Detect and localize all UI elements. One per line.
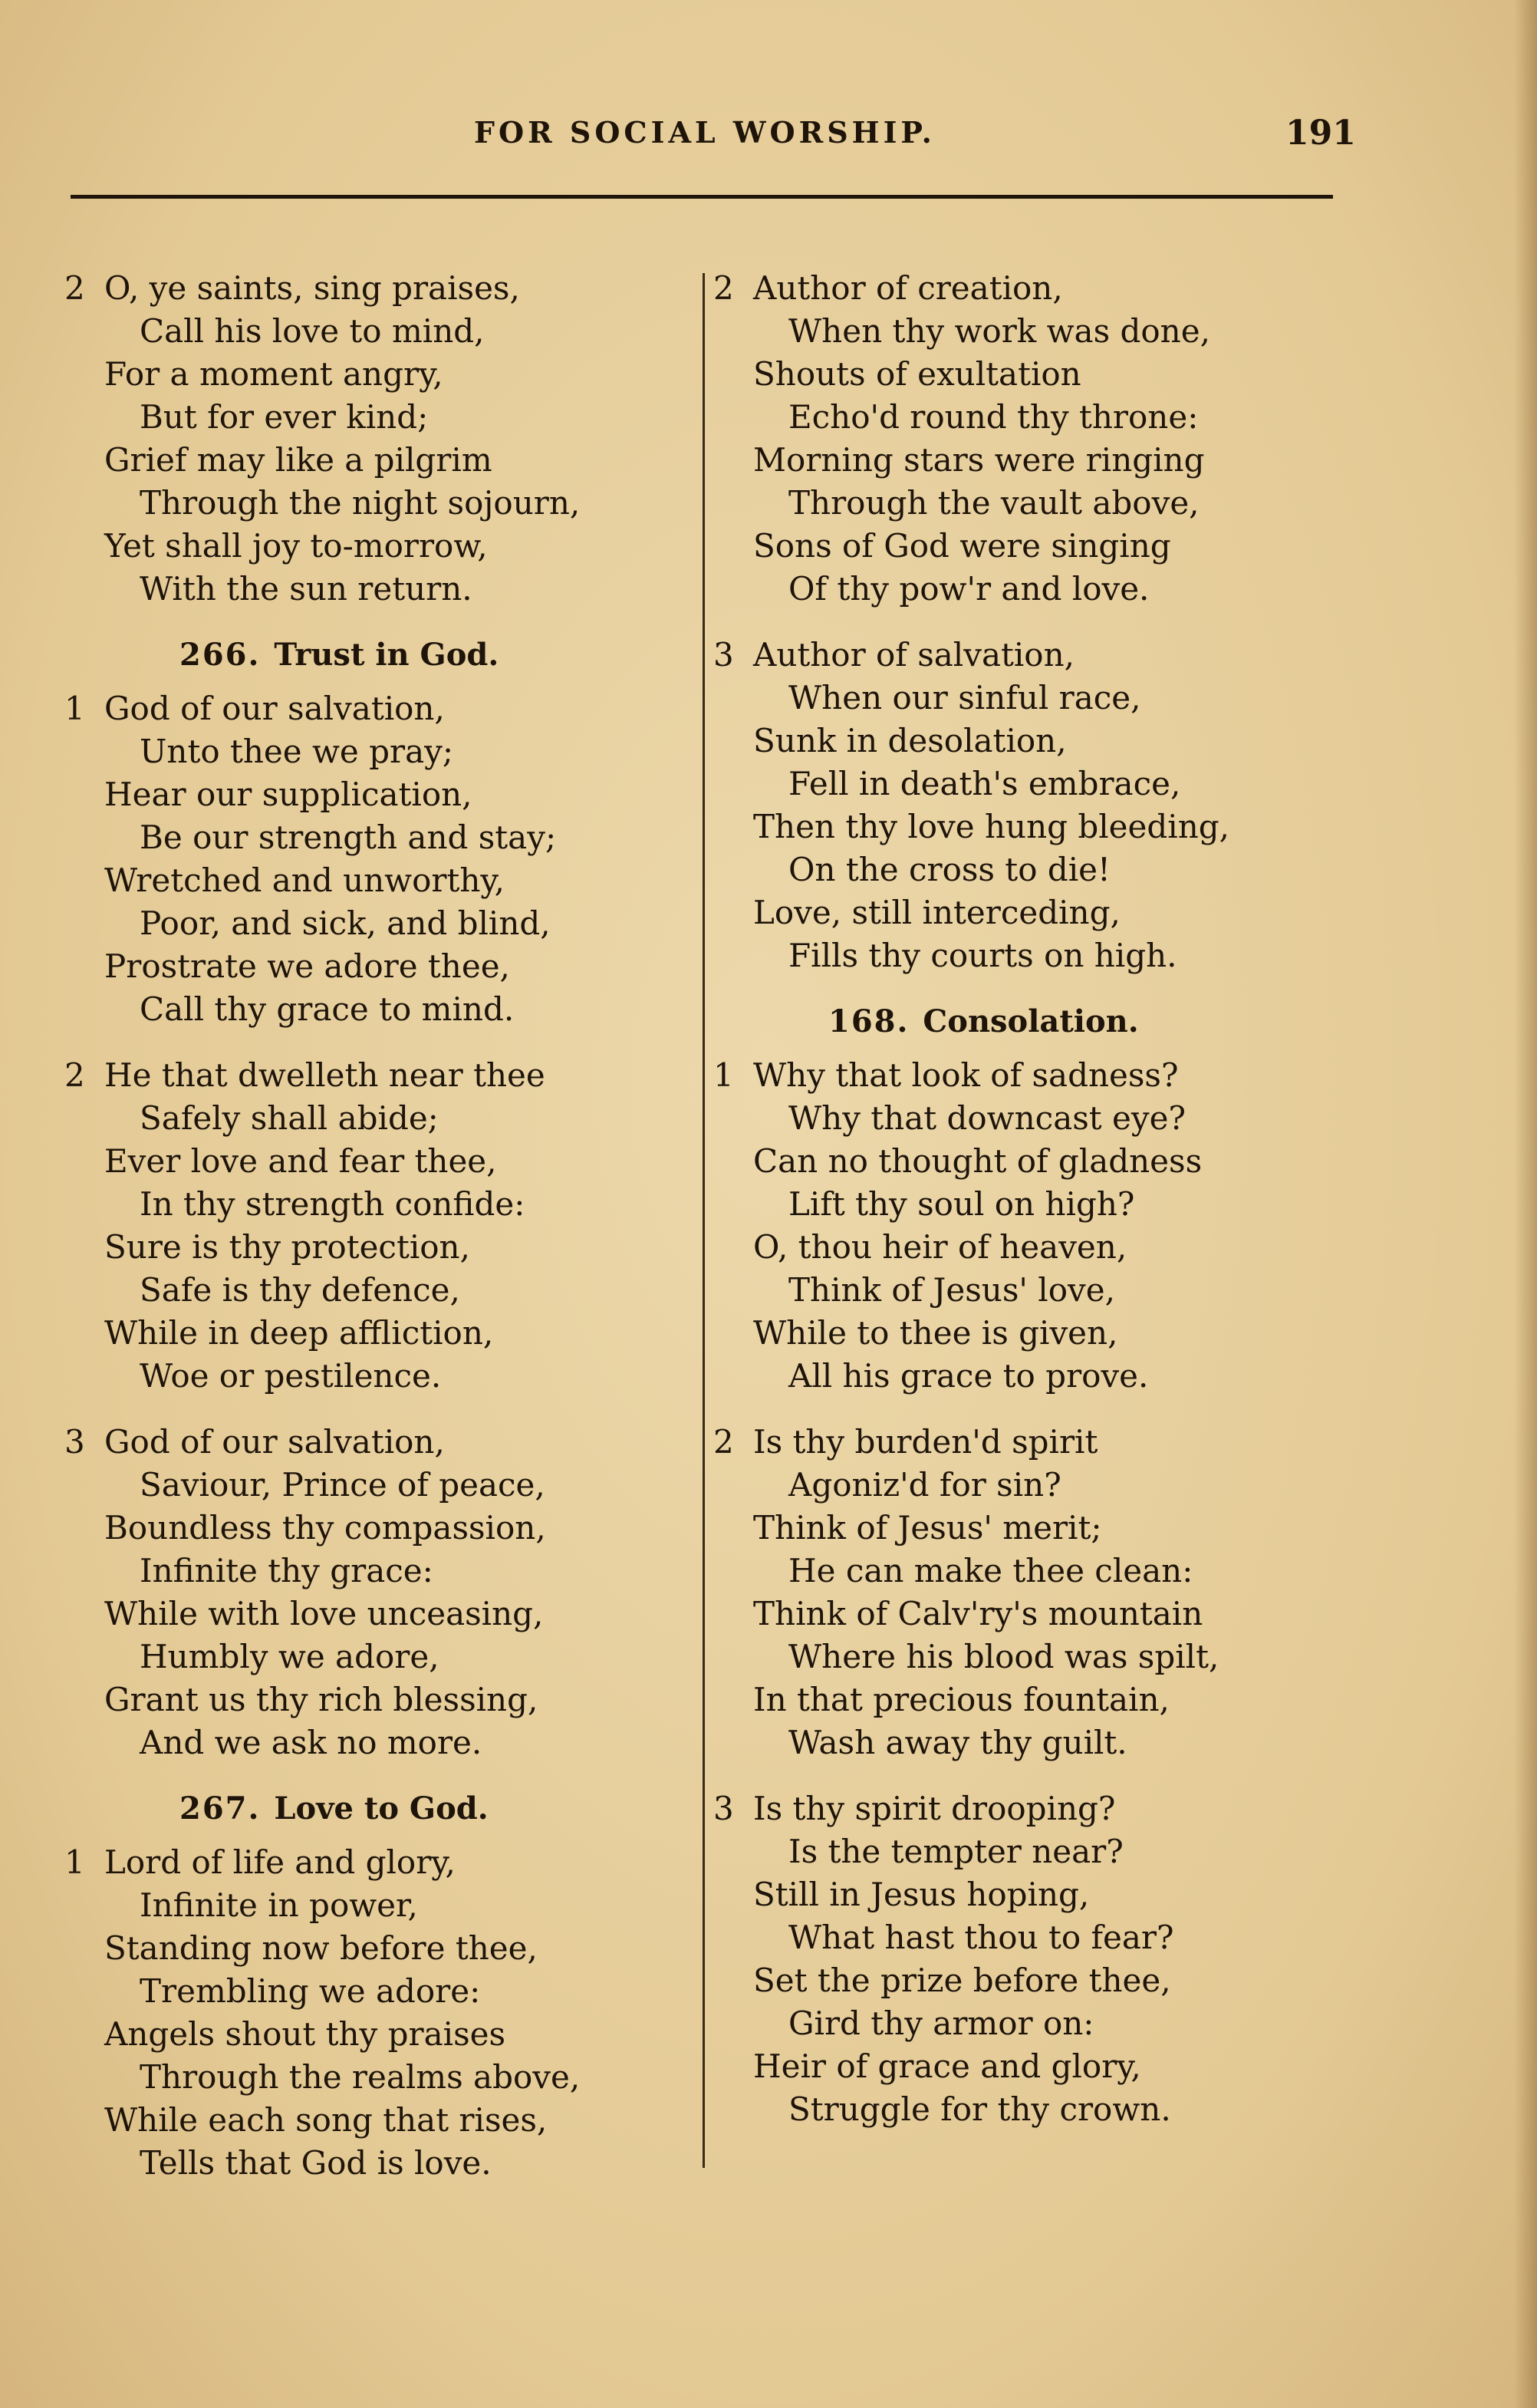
verse-line: What hast thou to fear? [788,1919,1174,1956]
verse-line: Through the vault above, [788,484,1200,522]
verse-line: Think of Jesus' merit; [753,1509,1102,1547]
stanza-number: 1 [64,1843,85,1881]
verse-line: Sunk in desolation, [753,722,1067,759]
verse-line: O, thou heir of heaven, [753,1228,1127,1266]
verse-line: Be our strength and stay; [140,819,557,856]
verse-line: Call thy grace to mind. [140,990,515,1028]
stanza [713,1054,1373,1398]
verse-line: Can no thought of gladness [753,1142,1203,1180]
verse-line: And we ask no more. [140,1724,482,1761]
stanza [64,1421,724,1764]
verse-line: Fills thy courts on high. [788,937,1177,974]
verse-line: God of our salvation, [104,1423,445,1461]
verse-line: While with love unceasing, [104,1595,544,1632]
stanza [713,267,1373,611]
hymn-title-text: Love to God. [274,1790,489,1827]
verse-line: Wretched and unworthy, [104,861,505,899]
stanza [713,1421,1373,1764]
verse-line: Is the tempter near? [788,1833,1124,1870]
verse-line: Prostrate we adore thee, [104,947,510,985]
verse-line: Trembling we adore: [140,1972,481,2010]
hymn-title [64,634,724,677]
stanza [64,687,724,1031]
hymn-title-text: Trust in God. [274,637,499,673]
hymn-number: 168. [828,1003,910,1039]
verse-line: Hear our supplication, [104,776,472,813]
verse-line: Tells that God is love. [140,2144,492,2182]
verse-line: While to thee is given, [753,1314,1118,1352]
stanza-number: 1 [64,690,85,727]
verse-line: Grant us thy rich blessing, [104,1681,538,1718]
verse-line: Lord of life and glory, [104,1843,456,1881]
verse-line: Poor, and sick, and blind, [140,904,551,942]
verse-line: Echo'd round thy throne: [788,398,1199,436]
verse-line: O, ye saints, sing praises, [104,269,520,307]
stanza-number: 1 [713,1056,734,1094]
verse-line: When our sinful race, [788,679,1141,716]
stanza-number: 2 [713,269,734,307]
verse-line: Infinite thy grace: [140,1552,433,1589]
verse-line: Saviour, Prince of peace, [140,1466,545,1504]
verse-line: Boundless thy compassion, [104,1509,546,1547]
verse-line: Ever love and fear thee, [104,1142,497,1180]
verse-line: Through the realms above, [140,2058,581,2096]
verse-line: Angels shout thy praises [104,2015,506,2053]
verse-line: Think of Calv'ry's mountain [753,1595,1203,1632]
verse-line: Think of Jesus' love, [788,1271,1115,1309]
verse-line: Struggle for thy crown. [788,2090,1171,2128]
hymn-number: 267. [179,1790,261,1827]
verse-line: Author of creation, [753,269,1063,307]
verse-line: But for ever kind; [140,398,429,436]
stanza [713,634,1373,977]
verse-line: Still in Jesus hoping, [753,1876,1090,1913]
verse-line: Morning stars were ringing [753,441,1205,479]
verse-line: Then thy love hung bleeding, [753,808,1229,845]
running-head: FOR SOCIAL WORSHIP. [474,115,936,150]
verse-line: Is thy spirit drooping? [753,1790,1116,1827]
verse-line: All his grace to prove. [788,1357,1149,1395]
verse-line: Lift thy soul on high? [788,1185,1135,1223]
verse-line: Sons of God were singing [753,527,1171,565]
verse-line: While each song that rises, [104,2101,548,2139]
verse-line: While in deep affliction, [104,1314,494,1352]
verse-line: Gird thy armor on: [788,2004,1094,2042]
verse-line: When thy work was done, [788,312,1210,350]
verse-line: Heir of grace and glory, [753,2047,1141,2085]
verse-line: In that precious fountain, [753,1681,1170,1718]
stanza-number: 2 [713,1423,734,1461]
verse-line: Yet shall joy to-morrow, [104,527,488,565]
left-column [64,267,724,2208]
stanza-number: 2 [64,1056,85,1094]
verse-line: Humbly we adore, [140,1638,439,1675]
hymn-title-text: Consolation. [923,1003,1139,1039]
verse-line: Love, still interceding, [753,894,1121,931]
stanza-number: 3 [713,636,734,674]
verse-line: Woe or pestilence. [140,1357,442,1395]
stanza-number: 2 [64,269,85,307]
verse-line: Why that downcast eye? [788,1099,1186,1137]
hymn-number: 266. [179,637,261,673]
verse-line: With the sun return. [140,570,472,608]
stanza [713,1787,1373,2131]
page-edge-shadow [1514,0,1537,2408]
verse-line: Infinite in power, [140,1886,418,1924]
verse-line: Author of salvation, [753,636,1075,674]
verse-line: Is thy burden'd spirit [753,1423,1098,1461]
verse-line: Call his love to mind, [140,312,485,350]
verse-line: God of our salvation, [104,690,445,727]
header-rule [71,195,1333,199]
hymn-title [64,1787,724,1830]
stanza [64,1841,724,2185]
verse-line: Sure is thy protection, [104,1228,470,1266]
verse-line: Why that look of sadness? [753,1056,1179,1094]
verse-line: Shouts of exultation [753,355,1081,393]
verse-line: He can make thee clean: [788,1552,1193,1589]
verse-line: He that dwelleth near thee [104,1056,545,1094]
page-number: 191 [1285,114,1356,153]
verse-line: Through the night sojourn, [140,484,581,522]
verse-line: Standing now before thee, [104,1929,538,1967]
hymn-title [713,1000,1373,1043]
verse-line: Grief may like a pilgrim [104,441,492,479]
verse-line: Set the prize before thee, [753,1962,1171,1999]
verse-line: Agoniz'd for sin? [788,1466,1061,1504]
verse-line: Where his blood was spilt, [788,1638,1219,1675]
stanza [64,1054,724,1398]
verse-line: Wash away thy guilt. [788,1724,1127,1761]
stanza [64,267,724,611]
stanza-number: 3 [64,1423,85,1461]
stanza-number: 3 [713,1790,734,1827]
verse-line: For a moment angry, [104,355,443,393]
right-column [713,267,1373,2154]
verse-line: Safe is thy defence, [140,1271,460,1309]
verse-line: Fell in death's embrace, [788,765,1181,802]
verse-line: In thy strength confide: [140,1185,525,1223]
verse-line: Safely shall abide; [140,1099,439,1137]
verse-line: Of thy pow'r and love. [788,570,1150,608]
verse-line: On the cross to die! [788,851,1111,888]
verse-line: Unto thee we pray; [140,733,453,770]
